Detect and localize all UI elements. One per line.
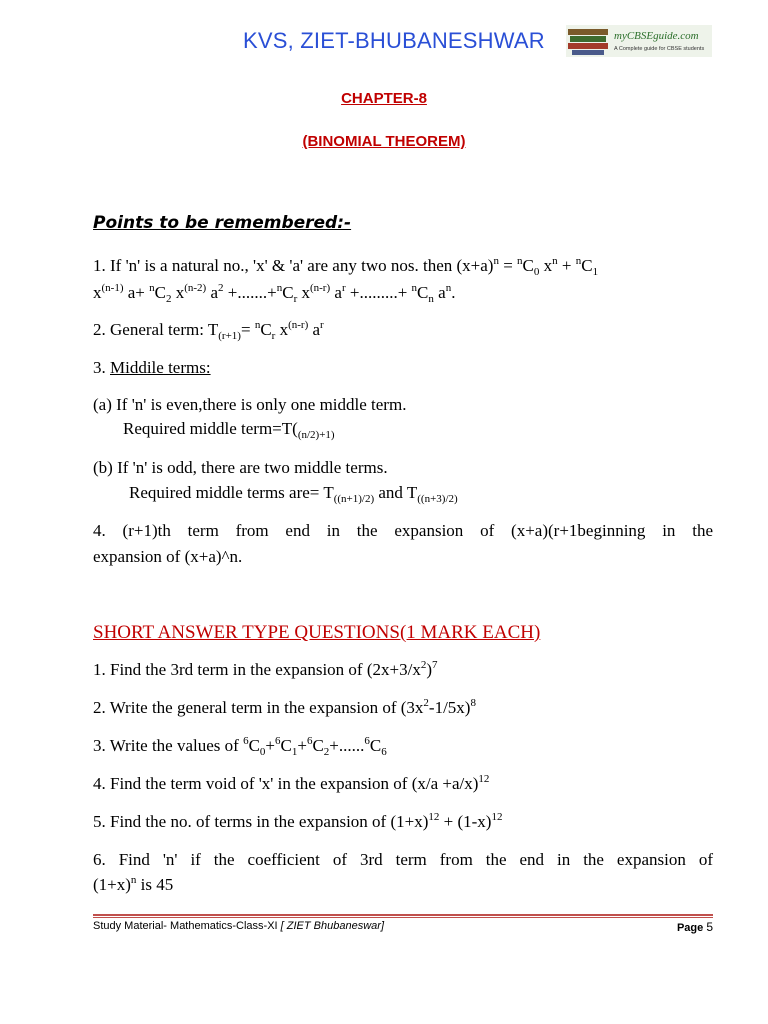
logo-tagline: A Complete guide for CBSE students [614, 46, 705, 52]
question-4: 4. Find the term void of 'x' in the expansion of $(x/a +a/x)^{12}$ [93, 773, 490, 793]
points-heading: Points to be remembered:- [93, 213, 352, 233]
chapter-name: (BINOMIAL THEOREM) [302, 133, 466, 150]
header-title: KVS, ZIET-BHUBANESHWAR [243, 28, 545, 53]
question-6-line-1: 6. Find 'n' if the coefficient of 3rd term from the end in the expansion of [93, 850, 713, 869]
point-3b-formula: Required middle terms $are= T_{((n+1)/2)}$ and $T_{((n+3)/2)}$ [129, 483, 458, 505]
footer-rule [93, 914, 713, 916]
short-answer-heading: SHORT ANSWER TYPE QUESTIONS(1 MARK EACH) [93, 622, 541, 643]
mycbseguide-logo [566, 25, 712, 57]
point-4-line-1: 4. (r+1)th term from end in the expansion of (x+a)(r+1beginning in the [93, 521, 713, 540]
point-3a-formula: Required middle $term=T(_{(n/2)+1)}$ [123, 419, 335, 441]
question-6-line-2: $(1+x)^n$ is 45 [93, 874, 174, 894]
question-1: 1. Find the 3rd term in the expansion of $(2x+3/x^2)^7$ [93, 659, 438, 679]
question-3: 3. Write the values of $^6C_0+^6C_1+^6C_2+......^6C_6$ [93, 735, 387, 758]
chapter-number: CHAPTER-8 [341, 90, 427, 107]
logo-text: myCBSEguide.com [614, 30, 699, 42]
point-2: 2. General term: $T_{(r+1)}= ^nC_r$ $x^{(n-r)}$ $a^r$ [93, 319, 324, 342]
point-3b: (b) If 'n' is odd, there are two middle terms. [93, 458, 388, 477]
point-4-line-2: expansion of (x+a)^n. [93, 547, 243, 566]
point-1-line-2: $x^{(n-1)}$ $a+ ^nC_2$ $x^{(n-2)}$ $a^2 +.......+^nC_r$ $x^{(n-r)}$ $a^r$ +.........+ $^nC_n$ $a^n$. [93, 282, 456, 305]
footer-left: Study Material- Mathematics-Class-XI [ ZIET Bhubaneswar] [93, 920, 384, 932]
question-2: 2. Write the general term in the expansion of $(3x^2-1/5x)^8$ [93, 697, 476, 717]
point-3a: (a) If 'n' is even,there is only one middle term. [93, 395, 407, 414]
footer-rule-thin [93, 917, 713, 918]
question-5: 5. Find the no. of terms in the expansion of $(1+x)^{12} + (1-x)^{12}$ [93, 811, 503, 831]
footer-page: Page 5 [676, 920, 713, 934]
point-1-line-1: 1. If 'n' is a natural no., 'x' & 'a' are any two nos. then $(x+a)^n = ^nC_0$ $x^n + ^nC_1$ [93, 255, 599, 278]
point-3: 3. Middile terms: [93, 358, 211, 377]
